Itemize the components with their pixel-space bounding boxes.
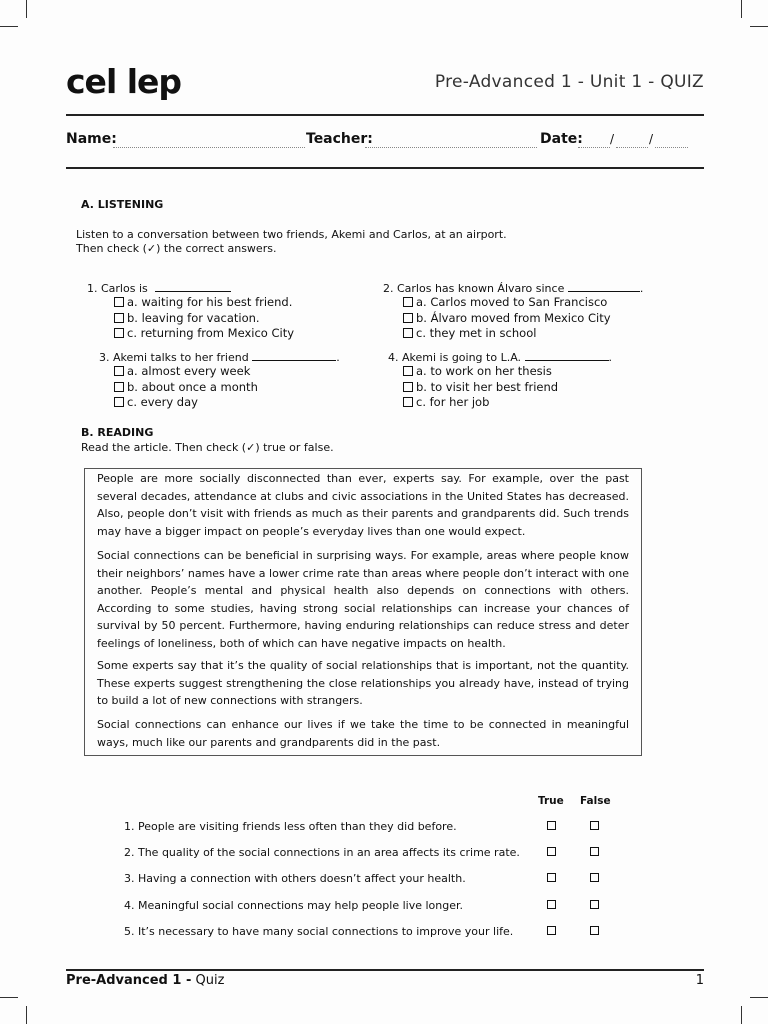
true-checkbox[interactable] — [547, 926, 556, 935]
footer-divider — [66, 969, 704, 971]
true-checkbox[interactable] — [547, 821, 556, 830]
article-paragraph: Some experts say that it’s the quality of social relationships that is important, not the quantity. These experts suggest strengthening the close relationships you already have, instead of trying to build a lot of new connections with strangers. — [97, 659, 629, 707]
crop-mark — [26, 0, 27, 18]
statement-4: 4. Meaningful social connections may help people live longer. — [124, 899, 463, 912]
crop-mark — [750, 997, 768, 998]
date-separator: / — [610, 132, 615, 146]
reading-instruction: Read the article. Then check (✓) true or false. — [81, 441, 334, 454]
question-3-options — [114, 364, 258, 411]
checkbox[interactable] — [403, 297, 413, 307]
crop-mark — [0, 26, 18, 27]
false-checkbox[interactable] — [590, 873, 599, 882]
statement-3: 3. Having a connection with others doesn’t affect your health. — [124, 872, 466, 885]
article-paragraph: Social connections can enhance our lives if we take the time to be connected in meaningful ways, much like our parents and grandparents did in the past. — [97, 718, 629, 749]
crop-mark — [0, 997, 18, 998]
footer-course: Pre-Advanced 1 - Quiz — [66, 973, 225, 988]
document-title: Pre-Advanced 1 - Unit 1 - QUIZ — [434, 72, 704, 92]
crop-mark — [741, 1006, 742, 1024]
false-checkbox[interactable] — [590, 847, 599, 856]
article-paragraph: Social connections can be beneficial in surprising ways. For example, areas where people know their neighbors’ names have a lower crime rate than areas where people don’t interact with one another. People’s mental and physical health also depends on connections with others. According to some studies, having strong social relationships can increase your chances of survival by 50 percent. Furthermore, having enduring relationships can reduce stress and deter feelings of loneliness, both of which can have negative impacts on health. — [97, 549, 629, 650]
question-1-stem: 1. Carlos is — [87, 280, 231, 295]
question-4-blank[interactable] — [525, 349, 609, 361]
name-field[interactable] — [113, 133, 305, 148]
crop-mark — [741, 0, 742, 18]
true-column-header: True — [538, 795, 564, 807]
checkbox[interactable] — [114, 297, 124, 307]
question-2-stem: 2. Carlos has known Álvaro since . — [383, 282, 644, 295]
question-2-options — [403, 295, 611, 342]
question-4-options — [403, 364, 558, 411]
page-number: 1 — [695, 973, 704, 988]
article-paragraph: People are more socially disconnected than ever, experts say. For example, over the past several decades, attendance at clubs and civic associations in the United States has decreased. Also, people don’t visit with friends as much as their parents and grandparents did. Such trends may have a bigger impact on people’s everyday lives than one would expect. — [97, 472, 629, 538]
crop-mark — [750, 26, 768, 27]
brand-logo: cel lep — [66, 62, 182, 101]
answer-option[interactable]: a. to work on her thesis — [403, 364, 558, 380]
question-3-blank[interactable] — [252, 349, 336, 361]
crop-mark — [26, 1006, 27, 1024]
date-label: Date: — [540, 131, 583, 147]
answer-option[interactable]: c. every day — [114, 395, 258, 411]
true-checkbox[interactable] — [547, 873, 556, 882]
reading-heading: B. READING — [81, 426, 154, 439]
date-day-field[interactable] — [578, 133, 610, 148]
statement-5: 5. It’s necessary to have many social connections to improve your life. — [124, 925, 514, 938]
name-label: Name: — [66, 131, 117, 147]
checkbox[interactable] — [114, 397, 124, 407]
question-4-stem: 4. Akemi is going to L.A. . — [388, 351, 613, 364]
false-checkbox[interactable] — [590, 926, 599, 935]
question-1-blank[interactable] — [155, 280, 231, 292]
listening-heading: A. LISTENING — [81, 198, 164, 211]
checkbox[interactable] — [114, 366, 124, 376]
answer-option[interactable]: a. waiting for his best friend. — [114, 295, 294, 311]
question-1-options — [114, 295, 294, 342]
date-separator: / — [649, 132, 654, 146]
listening-instruction-1: Listen to a conversation between two friends, Akemi and Carlos, at an airport. — [76, 228, 507, 241]
checkbox[interactable] — [114, 382, 124, 392]
answer-option[interactable]: b. leaving for vacation. — [114, 311, 294, 327]
statement-2: 2. The quality of the social connections in an area affects its crime rate. — [124, 846, 520, 859]
answer-option[interactable]: b. about once a month — [114, 380, 258, 396]
true-checkbox[interactable] — [547, 900, 556, 909]
article-box — [84, 468, 642, 756]
false-checkbox[interactable] — [590, 821, 599, 830]
false-checkbox[interactable] — [590, 900, 599, 909]
false-column-header: False — [580, 795, 611, 807]
answer-option[interactable]: c. returning from Mexico City — [114, 326, 294, 342]
checkbox[interactable] — [403, 328, 413, 338]
checkbox[interactable] — [403, 382, 413, 392]
checkbox[interactable] — [403, 366, 413, 376]
listening-instruction-2: Then check (✓) the correct answers. — [76, 242, 277, 255]
teacher-field[interactable] — [365, 133, 537, 148]
checkbox[interactable] — [403, 313, 413, 323]
date-month-field[interactable] — [616, 133, 648, 148]
checkbox[interactable] — [403, 397, 413, 407]
answer-option[interactable]: c. for her job — [403, 395, 558, 411]
answer-option[interactable]: a. almost every week — [114, 364, 258, 380]
question-2-blank[interactable] — [568, 280, 640, 292]
answer-option[interactable]: c. they met in school — [403, 326, 611, 342]
header-divider — [66, 114, 704, 116]
answer-option[interactable]: b. Álvaro moved from Mexico City — [403, 311, 611, 327]
statement-1: 1. People are visiting friends less often than they did before. — [124, 820, 457, 833]
checkbox[interactable] — [114, 313, 124, 323]
true-checkbox[interactable] — [547, 847, 556, 856]
answer-option[interactable]: b. to visit her best friend — [403, 380, 558, 396]
answer-option[interactable]: a. Carlos moved to San Francisco — [403, 295, 611, 311]
date-year-field[interactable] — [655, 133, 688, 148]
fields-divider — [66, 167, 704, 169]
question-3-stem: 3. Akemi talks to her friend . — [99, 351, 340, 364]
teacher-label: Teacher: — [306, 131, 373, 147]
checkbox[interactable] — [114, 328, 124, 338]
